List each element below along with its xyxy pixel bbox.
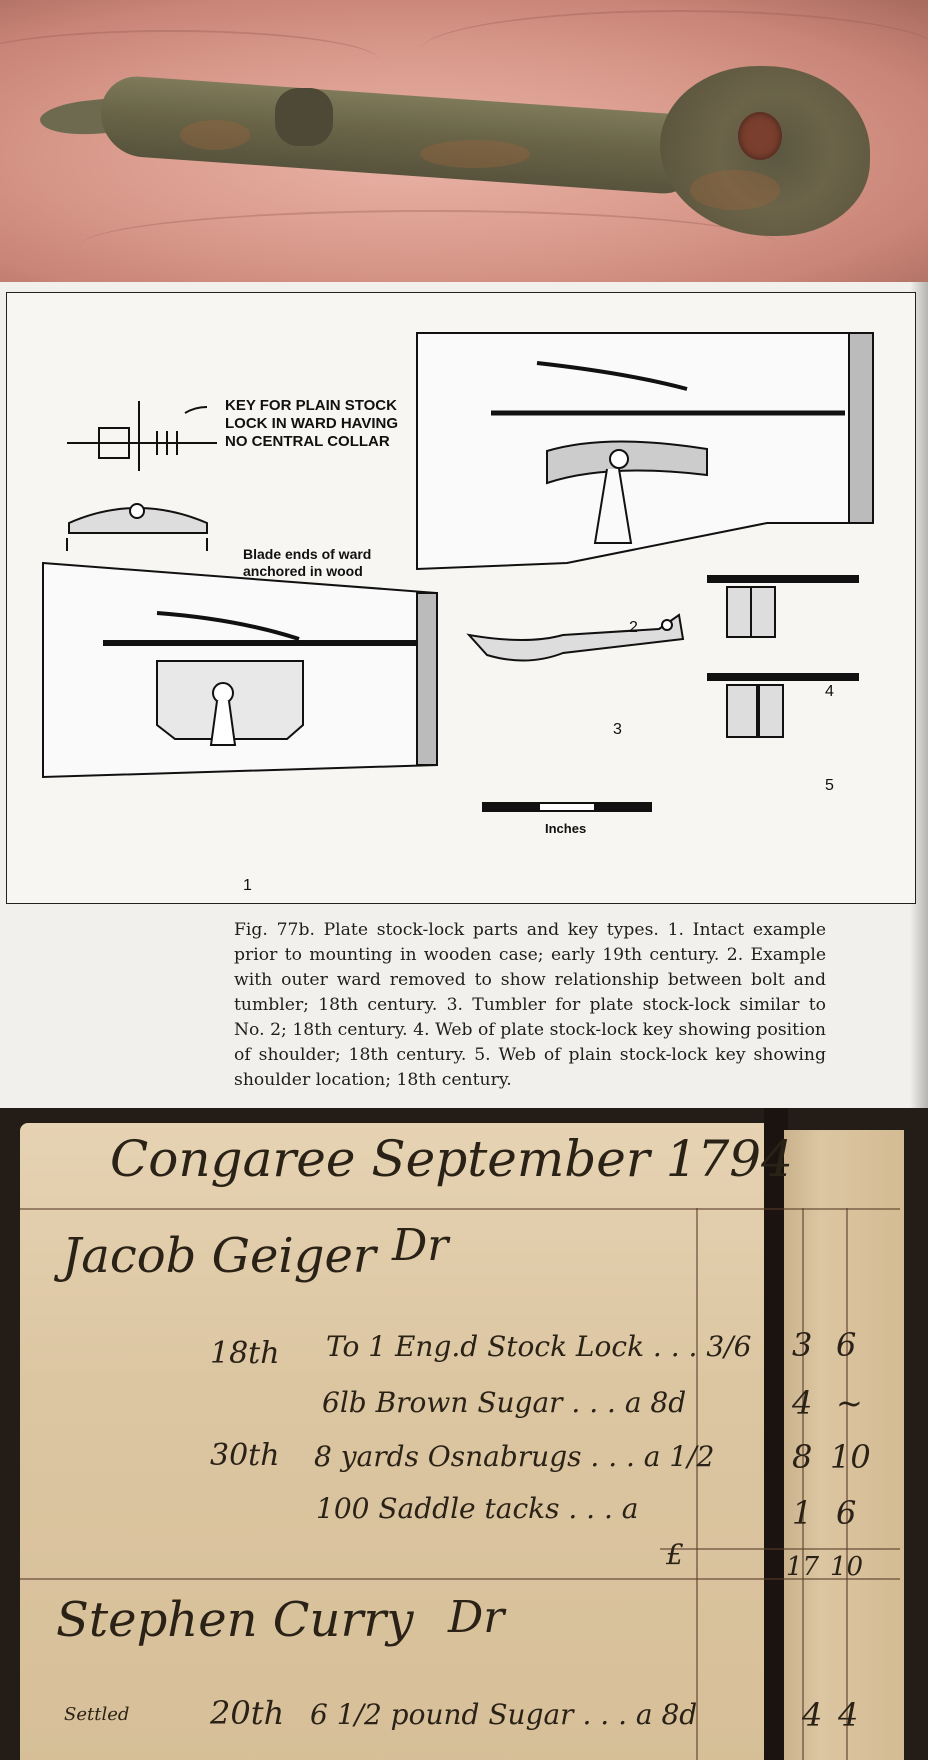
lock-2-staple [849,333,873,523]
palm-crease [420,10,928,92]
entry-shillings: 1 [792,1494,813,1532]
key-collar [275,88,333,146]
entry-date: 18th [210,1336,280,1371]
key-caption-label: KEY FOR PLAIN STOCK LOCK IN WARD HAVING NO CENTRAL COLLAR [225,397,399,450]
figure-number-3: 3 [613,721,622,738]
ledger-column-rule [846,1208,848,1760]
entry-pence: 10 [830,1438,871,1476]
figure-number-2: 2 [629,619,638,636]
settled-note: Settled [64,1704,130,1725]
ledger-photo [0,1108,928,1760]
ledger-total-rule [660,1548,900,1550]
key-bow-hole [738,112,782,160]
entry-pence: ~ [836,1384,863,1422]
entry-item: 8 yards Osnabrugs . . . a 1/2 [314,1440,715,1473]
scale-bar-label: Inches [545,821,587,836]
rust-patch [690,170,780,210]
total-shillings: 17 [786,1552,820,1582]
lock-illustration [7,293,915,903]
rust-patch [180,120,250,150]
artifact-photo [0,0,928,282]
rust-patch [420,140,530,168]
ledger-heading: Congaree September 1794 [110,1130,793,1188]
figure-number-1: 1 [243,877,252,894]
entry-shillings: 4 [792,1384,813,1422]
figure-caption: Fig. 77b. Plate stock-lock parts and key types. 1. Intact example prior to mounting in wooden case; early 19th century. 2. Example with outer ward removed to show relationship between bolt and tumbler; 18th century. 3. Tumbler for plate stock-lock similar to No. 2; 18th century. 4. Web of plate stock-lock key showing position of shoulder; 18th century. 5. Web of plain stock-lock key showing shoulder location; 18th century. [234,920,826,1090]
lock-1-staple [417,593,437,765]
figure-frame [6,292,916,904]
entry-shillings: 3 [792,1326,813,1364]
entry-shillings: 4 [802,1696,823,1734]
ledger-column-rule [696,1208,698,1760]
account-name: Stephen Curry [56,1592,414,1648]
entry-item: To 1 Eng.d Stock Lock . . . 3/6 [326,1330,752,1363]
blade-caption-label: Blade ends of ward anchored in wood [243,546,372,579]
book-page [0,282,928,1108]
entry-item: 6 1/2 pound Sugar . . . a 8d [310,1698,698,1731]
entry-pence: 6 [836,1326,857,1364]
tumbler-3 [469,615,683,661]
entry-item: 100 Saddle tacks . . . a [316,1492,639,1525]
entry-pence: 4 [838,1696,859,1734]
entry-date: 30th [210,1438,280,1473]
figure-number-5: 5 [825,777,834,794]
figure-number-4: 4 [825,683,834,700]
entry-shillings: 8 [792,1438,813,1476]
entry-item: 6lb Brown Sugar . . . a 8d [322,1386,687,1419]
ledger-rule [20,1578,900,1580]
debit-label: Dr [448,1592,505,1643]
entry-date: 20th [210,1694,285,1732]
ledger-rule [20,1208,900,1210]
key-5-web [727,685,757,737]
ledger-column-rule [802,1208,804,1760]
palm-crease [80,210,780,282]
debit-label: Dr [392,1220,449,1271]
account-name: Jacob Geiger [62,1228,376,1284]
total-pence: 10 [830,1552,864,1582]
total-pound-mark: £ [666,1538,684,1571]
entry-pence: 6 [836,1494,857,1532]
